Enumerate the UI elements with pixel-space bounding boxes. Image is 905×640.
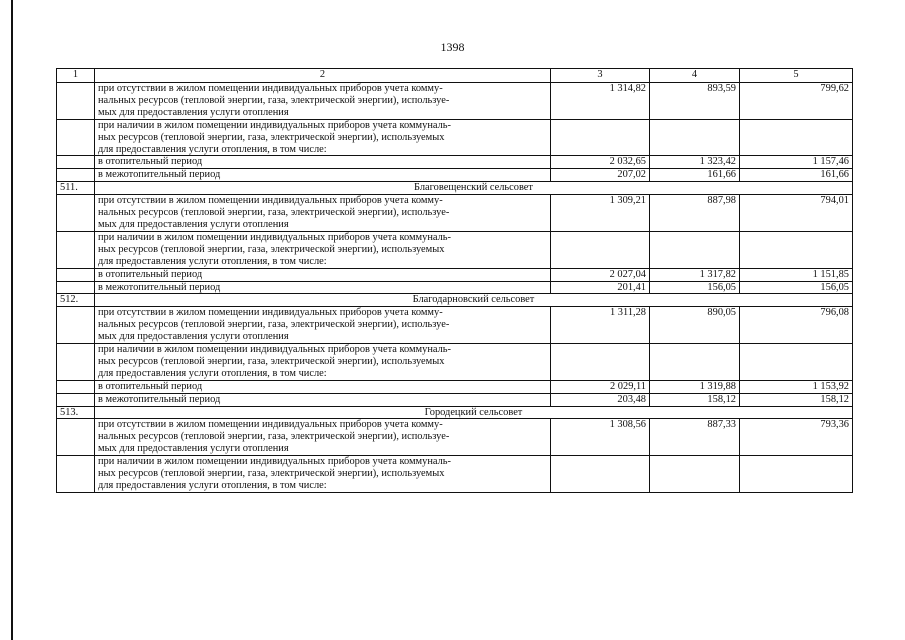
group-number: 513. [57,406,95,419]
row-label-line: при отсутствии в жилом помещении индивидуальных приборов учета комму- [98,195,443,207]
value-col-4 [650,344,740,381]
column-number-row [57,69,853,83]
row-label-line: при наличии в жилом помещении индивидуальных приборов учета коммуналь- [98,119,451,131]
column-header: 4 [650,69,740,83]
table-row [57,231,853,268]
value-col-4: 156,05 [650,281,740,294]
value-col-5: 161,66 [740,169,853,182]
row-label-line: при наличии в жилом помещении индивидуальных приборов учета коммуналь- [98,231,451,243]
row-label-line: мых для предоставления услуги отопления [98,443,289,455]
value-col-3: 203,48 [551,393,650,406]
value-col-5 [740,456,853,493]
row-label-cell [95,380,551,393]
value-col-4: 158,12 [650,393,740,406]
group-number: 512. [57,294,95,307]
value-col-5: 1 157,46 [740,156,853,169]
row-label-line: в межотопительный период [98,169,221,181]
number-cell [57,231,95,268]
number-cell [57,169,95,182]
row-label-line: ных ресурсов (тепловой энергии, газа, электрической энергии), используемых [98,355,445,367]
group-row [57,294,853,307]
number-cell [57,456,95,493]
number-cell [57,393,95,406]
number-cell [57,156,95,169]
group-title: Городецкий сельсовет [95,406,853,419]
table-row [57,195,853,232]
table-row [57,156,853,169]
value-col-4: 1 323,42 [650,156,740,169]
value-col-3: 201,41 [551,281,650,294]
row-label-line: мых для предоставления услуги отопления [98,106,289,118]
column-header: 2 [95,69,551,83]
row-label-cell [95,393,551,406]
number-cell [57,195,95,232]
row-label-line: нальных ресурсов (тепловой энергии, газа, электрической энергии), используе- [98,207,450,219]
value-col-4 [650,231,740,268]
table-row [57,281,853,294]
value-col-3: 1 308,56 [551,419,650,456]
value-col-3: 2 032,65 [551,156,650,169]
tariff-table-body [57,69,853,493]
row-label-line: ных ресурсов (тепловой энергии, газа, электрической энергии), используемых [98,243,445,255]
number-cell [57,419,95,456]
value-col-5 [740,231,853,268]
value-col-4: 887,33 [650,419,740,456]
table-row [57,380,853,393]
value-col-5: 794,01 [740,195,853,232]
row-label-line: при отсутствии в жилом помещении индивидуальных приборов учета комму- [98,83,443,94]
row-label-line: при отсутствии в жилом помещении индивидуальных приборов учета комму- [98,419,443,431]
value-col-5 [740,119,853,156]
value-col-4: 161,66 [650,169,740,182]
row-label-line: для предоставления услуги отопления, в том числе: [98,143,327,155]
group-row [57,406,853,419]
row-label-line: в межотопительный период [98,281,221,293]
number-cell [57,380,95,393]
column-header: 5 [740,69,853,83]
value-col-4: 1 319,88 [650,380,740,393]
value-col-5: 156,05 [740,281,853,294]
group-number: 511. [57,182,95,195]
number-cell [57,119,95,156]
row-label-cell [95,456,551,493]
row-label-line: в отопительный период [98,380,203,392]
value-col-4 [650,456,740,493]
column-header: 1 [57,69,95,83]
table-row [57,83,853,120]
table-row [57,268,853,281]
value-col-4: 887,98 [650,195,740,232]
tariff-table [56,68,853,493]
value-col-3 [551,456,650,493]
value-col-4 [650,119,740,156]
value-col-3: 1 311,28 [551,307,650,344]
table-row [57,344,853,381]
value-col-3 [551,231,650,268]
table-row [57,419,853,456]
scan-edge-line [11,0,13,640]
table-row [57,393,853,406]
row-label-line: при наличии в жилом помещении индивидуальных приборов учета коммуналь- [98,456,451,468]
value-col-5: 158,12 [740,393,853,406]
table-row [57,119,853,156]
row-label-line: для предоставления услуги отопления, в том числе: [98,480,327,491]
table-row [57,307,853,344]
row-label-cell [95,231,551,268]
row-label-cell [95,83,551,120]
row-label-cell [95,344,551,381]
value-col-5: 1 151,85 [740,268,853,281]
number-cell [57,83,95,120]
row-label-line: в межотопительный период [98,393,221,405]
row-label-cell [95,169,551,182]
row-label-line: ных ресурсов (тепловой энергии, газа, электрической энергии), используемых [98,468,445,480]
value-col-5: 796,08 [740,307,853,344]
group-row [57,182,853,195]
row-label-line: мых для предоставления услуги отопления [98,331,289,343]
row-label-line: для предоставления услуги отопления, в том числе: [98,255,327,267]
row-label-cell [95,156,551,169]
row-label-cell [95,281,551,294]
row-label-line: при отсутствии в жилом помещении индивидуальных приборов учета комму- [98,307,443,319]
value-col-3 [551,119,650,156]
row-label-line: ных ресурсов (тепловой энергии, газа, электрической энергии), используемых [98,131,445,143]
value-col-4: 1 317,82 [650,268,740,281]
table-row [57,169,853,182]
row-label-line: нальных ресурсов (тепловой энергии, газа, электрической энергии), используе- [98,431,450,443]
column-header: 3 [551,69,650,83]
table-row [57,456,853,493]
number-cell [57,344,95,381]
value-col-4: 890,05 [650,307,740,344]
row-label-cell [95,307,551,344]
value-col-3: 207,02 [551,169,650,182]
row-label-cell [95,119,551,156]
row-label-cell [95,195,551,232]
row-label-line: при наличии в жилом помещении индивидуальных приборов учета коммуналь- [98,344,451,356]
value-col-5: 793,36 [740,419,853,456]
value-col-5: 1 153,92 [740,380,853,393]
value-col-3: 1 314,82 [551,83,650,120]
number-cell [57,307,95,344]
row-label-line: нальных ресурсов (тепловой энергии, газа, электрической энергии), используе- [98,94,450,106]
page-number: 1398 [440,40,465,54]
row-label-line: для предоставления услуги отопления, в том числе: [98,367,327,379]
row-label-line: нальных ресурсов (тепловой энергии, газа, электрической энергии), используе- [98,319,450,331]
row-label-line: мых для предоставления услуги отопления [98,218,289,230]
row-label-cell [95,268,551,281]
value-col-4: 893,59 [650,83,740,120]
group-title: Благодарновский сельсовет [95,294,853,307]
value-col-5 [740,344,853,381]
value-col-3: 2 027,04 [551,268,650,281]
value-col-3: 2 029,11 [551,380,650,393]
value-col-3: 1 309,21 [551,195,650,232]
row-label-line: в отопительный период [98,156,203,168]
value-col-3 [551,344,650,381]
row-label-line: в отопительный период [98,268,203,280]
value-col-5: 799,62 [740,83,853,120]
number-cell [57,281,95,294]
group-title: Благовещенский сельсовет [95,182,853,195]
number-cell [57,268,95,281]
row-label-cell [95,419,551,456]
